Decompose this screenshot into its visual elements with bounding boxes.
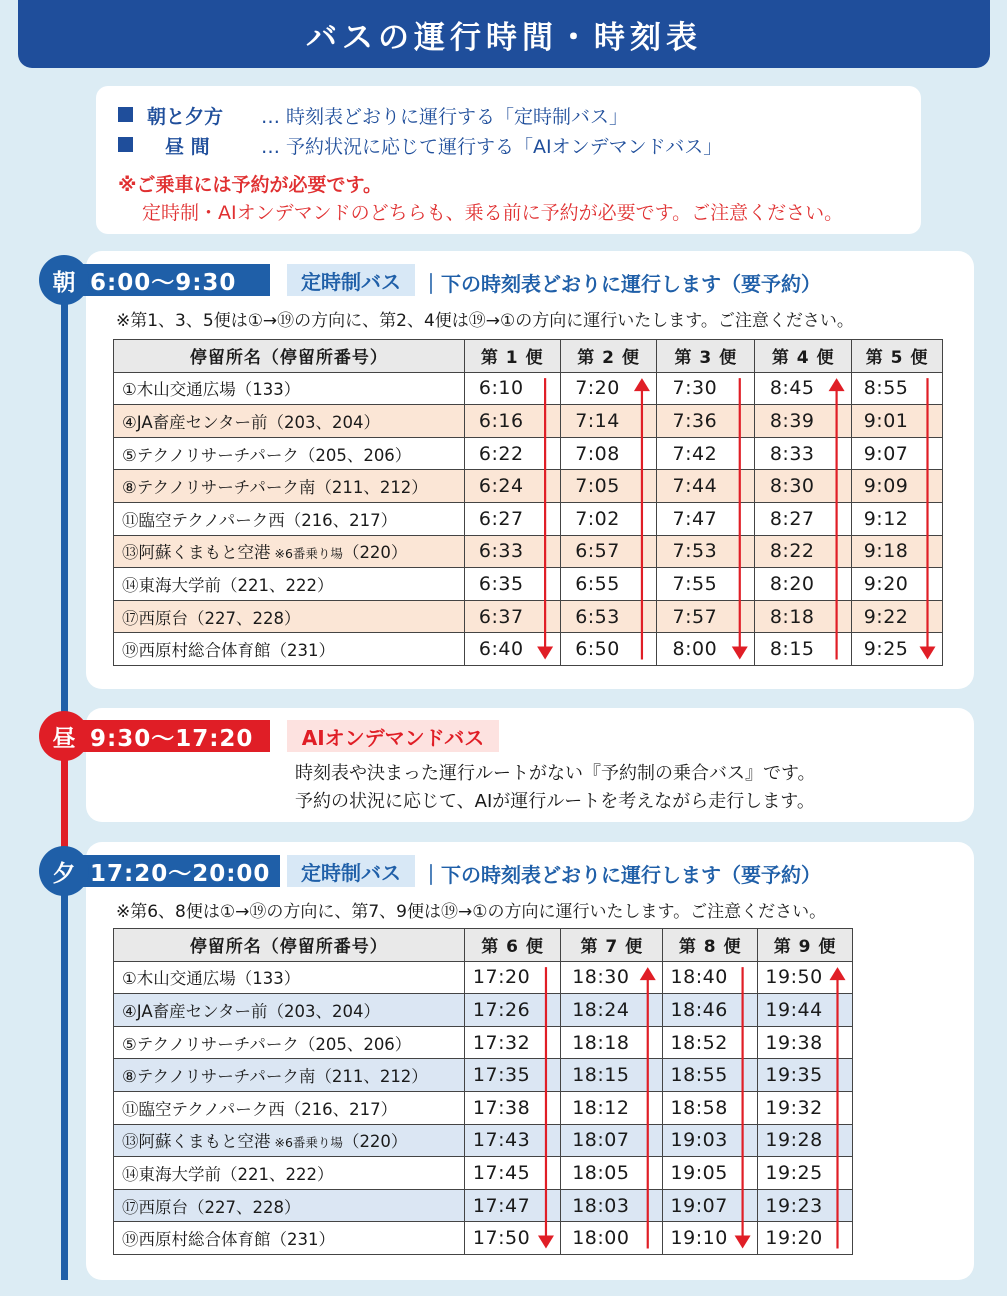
- table-row: [114, 372, 943, 405]
- evening-time: 17:20～20:00: [62, 855, 280, 887]
- time-value: 8:55: [863, 377, 909, 400]
- departure-time: [663, 961, 758, 994]
- midday-bus-type: AIオンデマンドバス: [287, 720, 499, 752]
- stop-name-cell: [114, 1157, 465, 1190]
- time-value: 18:46: [670, 998, 728, 1021]
- departure-time: [852, 600, 943, 633]
- time-value: 19:25: [765, 1161, 823, 1184]
- time-value: 7:42: [672, 442, 718, 465]
- time-value: 19:38: [765, 1031, 823, 1054]
- stop-name-header: 停留所名（停留所番号）: [114, 340, 465, 373]
- table-row: [114, 633, 943, 666]
- time-value: 9:25: [863, 638, 909, 661]
- time-value: 8:27: [769, 507, 815, 530]
- departure-time: [852, 470, 943, 503]
- morning-run-text: ｜下の時刻表どおりに運行します（要予約）: [421, 272, 821, 296]
- stop-name: ⑪臨空テクノパーク西（216、217）: [122, 1099, 398, 1119]
- time-value: 17:50: [472, 1227, 531, 1250]
- time-value: 17:32: [472, 1031, 531, 1054]
- stop-name-cell: [114, 568, 465, 601]
- time-value: 19:20: [765, 1227, 823, 1250]
- stop-name: ⑲西原村総合体育館（231）: [122, 1230, 335, 1250]
- departure-time: [464, 405, 560, 438]
- departure-time: [657, 502, 755, 535]
- departure-time: [755, 600, 852, 633]
- table-row: [114, 535, 943, 568]
- departure-time: [464, 1157, 561, 1190]
- departure-time: [758, 994, 853, 1027]
- time-value: 6:57: [575, 540, 620, 563]
- stop-name-cell: [114, 600, 465, 633]
- table-row: [114, 961, 853, 994]
- trip-header: 第 8 便: [663, 929, 758, 962]
- table-row: [114, 470, 943, 503]
- departure-time: [464, 1091, 561, 1124]
- departure-time: [464, 600, 560, 633]
- time-value: 19:44: [765, 998, 823, 1021]
- legend-desc: … 時刻表どおりに運行する「定時制バス」: [261, 106, 629, 128]
- reservation-warning: ※ご乗車には予約が必要です。: [118, 174, 382, 196]
- table-row: [114, 1059, 853, 1092]
- table-row: [114, 568, 943, 601]
- departure-time: [464, 1026, 561, 1059]
- departure-time: [758, 1091, 853, 1124]
- legend-label: 朝と夕方: [147, 106, 224, 128]
- stop-platform-note: ※6番乗り場: [274, 546, 343, 562]
- time-value: 7:53: [672, 540, 718, 563]
- table-row: [114, 1026, 853, 1059]
- time-value: 19:03: [670, 1129, 728, 1152]
- morning-timetable: [113, 339, 943, 666]
- departure-time: [758, 961, 853, 994]
- departure-time: [852, 535, 943, 568]
- square-bullet-icon: [118, 107, 133, 122]
- morning-badge: 朝: [39, 255, 89, 305]
- title-banner: [18, 0, 990, 68]
- departure-time: [464, 961, 561, 994]
- stop-name-cell: [114, 502, 465, 535]
- time-value: 6:55: [575, 572, 620, 595]
- stop-platform-note: ※6番乗り場: [274, 1135, 343, 1151]
- departure-time: [561, 1157, 663, 1190]
- time-value: 7:14: [575, 409, 620, 432]
- departure-time: [852, 437, 943, 470]
- departure-time: [852, 372, 943, 405]
- time-value: 8:39: [769, 409, 815, 432]
- table-row: [114, 1189, 853, 1222]
- stop-name: ⑬阿蘇くまもと空港: [122, 1132, 271, 1152]
- departure-time: [657, 535, 755, 568]
- time-value: 8:00: [672, 638, 718, 661]
- stop-name: ⑤テクノリサーチパーク（205、206）: [122, 445, 412, 465]
- stop-name: ⑭東海大学前（221、222）: [122, 575, 334, 595]
- stop-name: ⑰西原台（227、228）: [122, 1197, 301, 1217]
- stop-name: ⑬阿蘇くまもと空港: [122, 543, 271, 563]
- departure-time: [464, 1124, 561, 1157]
- departure-time: [852, 633, 943, 666]
- time-value: 19:10: [670, 1227, 728, 1250]
- departure-time: [663, 1222, 758, 1255]
- time-value: 19:07: [670, 1194, 728, 1217]
- time-value: 9:22: [863, 605, 909, 628]
- departure-time: [464, 502, 560, 535]
- time-value: 7:57: [672, 605, 718, 628]
- stop-name-cell: [114, 633, 465, 666]
- midday-desc-line2: 予約の状況に応じて、AIが運行ルートを考えながら走行します。: [295, 791, 815, 812]
- time-value: 6:24: [478, 475, 524, 498]
- time-value: 17:20: [472, 966, 531, 989]
- departure-time: [560, 502, 657, 535]
- time-value: 7:47: [672, 507, 718, 530]
- departure-time: [758, 1026, 853, 1059]
- time-value: 7:20: [575, 377, 620, 400]
- table-row: [114, 1124, 853, 1157]
- legend-box: [96, 86, 921, 234]
- departure-time: [758, 1124, 853, 1157]
- departure-time: [560, 535, 657, 568]
- time-value: 18:40: [670, 966, 728, 989]
- table-row: [114, 1157, 853, 1190]
- time-value: 17:26: [472, 998, 531, 1021]
- time-value: 9:01: [863, 409, 909, 432]
- time-value: 17:43: [472, 1129, 531, 1152]
- stop-name-cell: [114, 1059, 465, 1092]
- departure-time: [755, 372, 852, 405]
- departure-time: [755, 568, 852, 601]
- departure-time: [561, 1026, 663, 1059]
- stop-number: （220）: [342, 543, 408, 563]
- departure-time: [464, 1222, 561, 1255]
- departure-time: [657, 600, 755, 633]
- time-value: 6:53: [575, 605, 620, 628]
- time-value: 6:50: [575, 638, 620, 661]
- departure-time: [758, 1189, 853, 1222]
- time-value: 18:18: [572, 1031, 630, 1054]
- stop-name-cell: [114, 1189, 465, 1222]
- time-value: 19:32: [765, 1096, 823, 1119]
- legend-label: 昼 間: [165, 136, 210, 158]
- time-value: 7:08: [575, 442, 620, 465]
- timeline-morning: [61, 265, 68, 725]
- time-value: 9:07: [863, 442, 909, 465]
- departure-time: [560, 372, 657, 405]
- page-title: バスの運行時間・時刻表: [306, 19, 702, 56]
- departure-time: [663, 1189, 758, 1222]
- departure-time: [758, 1059, 853, 1092]
- departure-time: [755, 405, 852, 438]
- time-value: 17:38: [472, 1096, 531, 1119]
- departure-time: [663, 1157, 758, 1190]
- departure-time: [755, 535, 852, 568]
- time-value: 6:27: [478, 507, 524, 530]
- departure-time: [464, 470, 560, 503]
- evening-badge: 夕: [39, 846, 89, 896]
- stop-name: ⑰西原台（227、228）: [122, 608, 301, 628]
- stop-number: （220）: [342, 1132, 408, 1152]
- trip-header: 第 5 便: [852, 340, 943, 373]
- departure-time: [663, 1026, 758, 1059]
- time-value: 6:40: [478, 638, 524, 661]
- time-value: 8:18: [769, 605, 815, 628]
- departure-time: [663, 1059, 758, 1092]
- timetable-header-row: [114, 929, 853, 962]
- legend-row-midday: [118, 132, 722, 159]
- table-row: [114, 1222, 853, 1255]
- departure-time: [755, 470, 852, 503]
- time-value: 6:22: [478, 442, 524, 465]
- time-value: 8:15: [769, 638, 815, 661]
- departure-time: [657, 437, 755, 470]
- stop-name-cell: [114, 961, 465, 994]
- departure-time: [560, 470, 657, 503]
- morning-bus-type: 定時制バス: [287, 264, 415, 296]
- morning-direction-note: ※第1、3、5便は①→⑲の方向に、第2、4便は⑲→①の方向に運行いたします。ご注意ください。: [116, 311, 854, 331]
- time-value: 9:12: [863, 507, 909, 530]
- departure-time: [663, 994, 758, 1027]
- time-value: 7:02: [575, 507, 620, 530]
- stop-name-cell: [114, 470, 465, 503]
- stop-name: ⑧テクノリサーチパーク南（211、212）: [122, 1067, 428, 1087]
- time-value: 9:20: [863, 572, 909, 595]
- departure-time: [657, 470, 755, 503]
- stop-name: ①木山交通広場（133）: [122, 969, 301, 989]
- departure-time: [852, 405, 943, 438]
- departure-time: [755, 633, 852, 666]
- time-value: 7:36: [672, 409, 718, 432]
- departure-time: [464, 1189, 561, 1222]
- morning-time: 6:00～9:30: [62, 264, 270, 296]
- trip-header: 第 4 便: [755, 340, 852, 373]
- departure-time: [852, 502, 943, 535]
- table-row: [114, 405, 943, 438]
- departure-time: [758, 1157, 853, 1190]
- stop-name-cell: [114, 1026, 465, 1059]
- time-value: 18:05: [572, 1161, 630, 1184]
- trip-header: 第 7 便: [561, 929, 663, 962]
- departure-time: [560, 633, 657, 666]
- evening-bus-type: 定時制バス: [287, 855, 415, 887]
- departure-time: [464, 437, 560, 470]
- legend-row-morning-evening: [118, 102, 628, 129]
- timeline-evening: [61, 870, 68, 1280]
- time-value: 17:47: [472, 1194, 531, 1217]
- midday-desc-line1: 時刻表や決まった運行ルートがない『予約制の乗合バス』です。: [295, 763, 816, 784]
- departure-time: [663, 1091, 758, 1124]
- time-value: 18:03: [572, 1194, 630, 1217]
- departure-time: [758, 1222, 853, 1255]
- time-value: 8:20: [769, 572, 815, 595]
- time-value: 6:33: [478, 540, 524, 563]
- departure-time: [464, 535, 560, 568]
- departure-time: [755, 502, 852, 535]
- midday-time: 9:30～17:20: [62, 720, 270, 752]
- departure-time: [852, 568, 943, 601]
- time-value: 8:33: [769, 442, 815, 465]
- time-value: 8:45: [769, 377, 815, 400]
- stop-name: ⑭東海大学前（221、222）: [122, 1164, 334, 1184]
- time-value: 17:35: [472, 1064, 531, 1087]
- time-value: 6:10: [478, 377, 524, 400]
- stop-name-cell: [114, 372, 465, 405]
- departure-time: [464, 372, 560, 405]
- time-value: 17:45: [472, 1161, 531, 1184]
- departure-time: [560, 405, 657, 438]
- stop-name: ④JA畜産センター前（203、204）: [122, 412, 380, 432]
- square-bullet-icon: [118, 137, 133, 152]
- stop-name-cell: [114, 535, 465, 568]
- time-value: 18:30: [572, 966, 630, 989]
- departure-time: [464, 1059, 561, 1092]
- table-row: [114, 437, 943, 470]
- time-value: 18:12: [572, 1096, 630, 1119]
- trip-header: 第 3 便: [657, 340, 755, 373]
- time-value: 8:22: [769, 540, 815, 563]
- departure-time: [464, 994, 561, 1027]
- stop-name: ⑲西原村総合体育館（231）: [122, 641, 335, 661]
- departure-time: [464, 568, 560, 601]
- stop-name: ⑤テクノリサーチパーク（205、206）: [122, 1034, 412, 1054]
- time-value: 7:30: [672, 377, 718, 400]
- time-value: 18:52: [670, 1031, 728, 1054]
- stop-name-cell: [114, 1124, 465, 1157]
- time-value: 19:35: [765, 1064, 823, 1087]
- departure-time: [561, 1059, 663, 1092]
- table-row: [114, 600, 943, 633]
- departure-time: [663, 1124, 758, 1157]
- time-value: 6:16: [478, 409, 524, 432]
- time-value: 7:55: [672, 572, 718, 595]
- time-value: 18:24: [572, 998, 630, 1021]
- stop-name: ①木山交通広場（133）: [122, 380, 301, 400]
- departure-time: [657, 405, 755, 438]
- midday-badge: 昼: [39, 711, 89, 761]
- departure-time: [657, 372, 755, 405]
- reservation-warning-detail: 定時制・AIオンデマンドのどちらも、乗る前に予約が必要です。ご注意ください。: [142, 202, 844, 224]
- departure-time: [464, 633, 560, 666]
- evening-timetable: [113, 928, 853, 1255]
- departure-time: [560, 568, 657, 601]
- table-row: [114, 1091, 853, 1124]
- stop-name-cell: [114, 437, 465, 470]
- table-row: [114, 994, 853, 1027]
- departure-time: [560, 437, 657, 470]
- time-value: 7:05: [575, 475, 620, 498]
- time-value: 6:37: [478, 605, 524, 628]
- trip-header: 第 6 便: [464, 929, 561, 962]
- stop-name: ⑧テクノリサーチパーク南（211、212）: [122, 478, 428, 498]
- time-value: 19:28: [765, 1129, 823, 1152]
- time-value: 18:55: [670, 1064, 728, 1087]
- departure-time: [657, 633, 755, 666]
- departure-time: [657, 568, 755, 601]
- stop-name-header: 停留所名（停留所番号）: [114, 929, 465, 962]
- departure-time: [561, 1189, 663, 1222]
- time-value: 8:30: [769, 475, 815, 498]
- departure-time: [561, 961, 663, 994]
- table-row: [114, 502, 943, 535]
- time-value: 18:00: [572, 1227, 630, 1250]
- departure-time: [560, 600, 657, 633]
- trip-header: 第 1 便: [464, 340, 560, 373]
- time-value: 7:44: [672, 475, 718, 498]
- departure-time: [755, 437, 852, 470]
- time-value: 19:05: [670, 1161, 728, 1184]
- time-value: 19:50: [765, 966, 823, 989]
- timetable-header-row: [114, 340, 943, 373]
- time-value: 6:35: [478, 572, 524, 595]
- stop-name-cell: [114, 405, 465, 438]
- evening-direction-note: ※第6、8便は①→⑲の方向に、第7、9便は⑲→①の方向に運行いたします。ご注意ください。: [116, 902, 827, 922]
- time-value: 18:58: [670, 1096, 728, 1119]
- time-value: 18:15: [572, 1064, 630, 1087]
- departure-time: [561, 1222, 663, 1255]
- departure-time: [561, 1124, 663, 1157]
- stop-name-cell: [114, 1222, 465, 1255]
- time-value: 18:07: [572, 1129, 630, 1152]
- trip-header: 第 2 便: [560, 340, 657, 373]
- departure-time: [561, 1091, 663, 1124]
- stop-name: ④JA畜産センター前（203、204）: [122, 1001, 380, 1021]
- time-value: 9:18: [863, 540, 909, 563]
- stop-name-cell: [114, 1091, 465, 1124]
- departure-time: [561, 994, 663, 1027]
- time-value: 9:09: [863, 475, 909, 498]
- trip-header: 第 9 便: [758, 929, 853, 962]
- legend-desc: … 予約状況に応じて運行する「AIオンデマンドバス」: [261, 136, 723, 158]
- evening-run-text: ｜下の時刻表どおりに運行します（要予約）: [421, 863, 821, 887]
- time-value: 19:23: [765, 1194, 823, 1217]
- stop-name-cell: [114, 994, 465, 1027]
- stop-name: ⑪臨空テクノパーク西（216、217）: [122, 510, 398, 530]
